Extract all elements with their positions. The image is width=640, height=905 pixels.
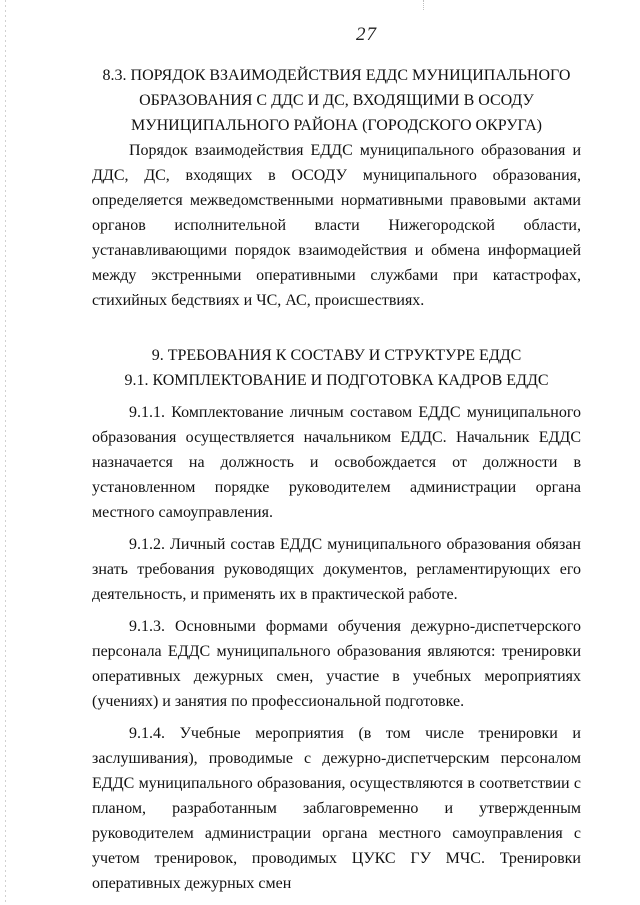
scan-top-mark (423, 0, 436, 10)
section-heading-line: 8.3. ПОРЯДОК ВЗАИМОДЕЙСТВИЯ ЕДДС МУНИЦИПАЛЬНОГО (102, 67, 571, 84)
paragraph-9-1-4: 9.1.4. Учебные мероприятия (в том числе тренировки и заслушивания), проводимые с дежурно-диспетчерским персоналом ЕДДС муниципального образования, осуществляются в соответствии с планом, разработанным заблаговременно и утвержденным руководителем администрации органа местного самоуправления с учетом тренировок, проводимых ЦУКС ГУ МЧС. Тренировки оперативных дежурных смен (92, 725, 581, 892)
section-heading-line: МУНИЦИПАЛЬНОГО РАЙОНА (ГОРОДСКОГО ОКРУГА) (131, 117, 542, 134)
section-9-1-subheading: 9.1. КОМПЛЕКТОВАНИЕ И ПОДГОТОВКА КАДРОВ ЕДДС (124, 372, 549, 389)
paragraph-9-1-3: 9.1.3. Основными формами обучения дежурно-диспетчерского персонала ЕДДС муниципального образования являются: тренировки оперативных дежурных смен, участие в учебных мероприятиях (учениях) и занятия по профессиональной подготовке. (92, 618, 581, 710)
section-heading-line: ОБРАЗОВАНИЯ С ДДС И ДС, ВХОДЯЩИМИ В ОСОДУ (139, 92, 534, 109)
section-8-3-paragraph: Порядок взаимодействия ЕДДС муниципального образования и ДДС, ДС, входящих в ОСОДУ муниципального образования, определяется межведомственными нормативными правовыми актами органов исполнительной власти Нижегородской области, устанавливающими порядок взаимодействия и обмена информацией между экстренными оперативными службами при катастрофах, стихийных бедствиях и ЧС, АС, происшествиях. (92, 142, 581, 309)
scan-edge-mark (5, 0, 6, 905)
section-9-heading: 9. ТРЕБОВАНИЯ К СОСТАВУ И СТРУКТУРЕ ЕДДС (151, 347, 522, 364)
paragraph-9-1-1: 9.1.1. Комплектование личным составом ЕДДС муниципального образования осуществляется начальником ЕДДС. Начальник ЕДДС назначается на должность и освобождается от должности в установленном порядке руководителем администрации органа местного самоуправления. (92, 404, 581, 521)
section-9 (92, 343, 581, 896)
paragraph-9-1-2: 9.1.2. Личный состав ЕДДС муниципального образования обязан знать требования руководящих документов, регламентирующих его деятельность, и применять их в практической работе. (92, 536, 581, 603)
section-8-3 (92, 63, 581, 313)
page-number: 27 (356, 24, 377, 45)
